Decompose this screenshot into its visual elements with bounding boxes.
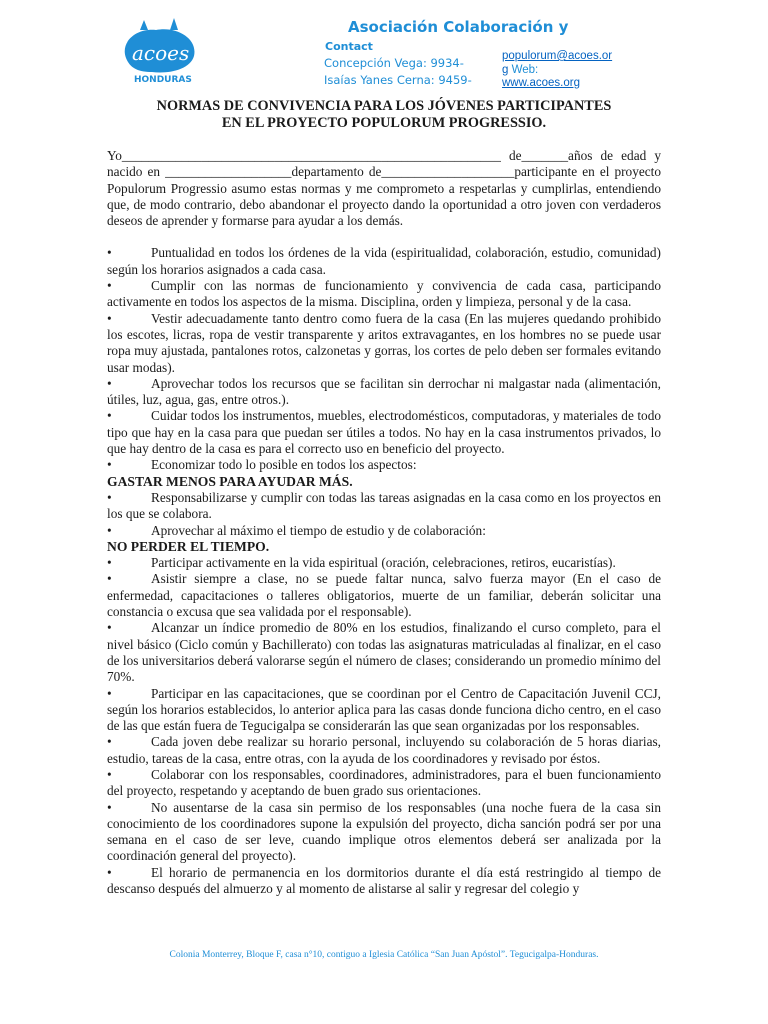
bullet-marker: • [107,799,112,815]
bullet-marker: • [107,685,112,701]
website-link[interactable]: www.acoes.org [502,77,580,89]
organization-name: Asociación Colaboración y [348,18,569,36]
rules-list-2 [107,490,661,539]
bullet-marker: • [107,278,112,294]
rule-text: Cuidar todos los instrumentos, muebles, electrodomésticos, computadoras, y materiales de todo tipo que hay en la casa para que puedan ser útiles a todos. No hay en la casa instrumentos privados, lo que hay dentro de la casa es para el correcto uso en beneficio del proyecto. [107,408,661,457]
rule-item [107,408,661,457]
rule-item [107,686,661,735]
bullet-marker: • [107,310,112,326]
svg-text:HONDURAS: HONDURAS [134,75,192,85]
contact-links [502,50,618,91]
bullet-marker: • [107,489,112,505]
bullet-marker: • [107,620,112,636]
rule-text: El horario de permanencia en los dormitorios durante el día está restringido al tiempo de descanso después del almuerzo y al momento de alistarse al salir y regresar del colegio y [107,864,661,897]
rule-text: Aprovechar todos los recursos que se facilitan sin derrochar ni malgastar nada (alimentación, útiles, luz, agua, gas, entre otros.). [107,375,661,408]
rule-item [107,376,661,409]
rule-item [107,490,661,523]
bullet-marker: • [107,734,112,750]
rule-item [107,278,661,311]
rule-item [107,523,661,539]
email-link[interactable]: populorum@acoes.org [502,50,613,76]
footer-address: Colonia Monterrey, Bloque F, casa n°10, contiguo a Iglesia Católica “San Juan Apóstol”. Tegucigalpa-Honduras. [169,950,599,960]
contact-line-2: Isaías Yanes Cerna: 9459- [324,73,472,87]
contact-line-1: Concepción Vega: 9934- [324,56,464,70]
bullet-marker: • [107,864,112,880]
bullet-marker: • [107,522,112,538]
document-title [107,98,661,132]
rule-item [107,245,661,278]
bullet-marker: • [107,555,112,571]
bullet-marker: • [107,571,112,587]
title-line-1: NORMAS DE CONVIVENCIA PARA LOS JÓVENES PARTICIPANTES [156,98,612,114]
rule-item [107,311,661,376]
rule-text: Participar activamente en la vida espiritual (oración, celebraciones, retiros, eucaristías). [151,555,616,571]
bullet-marker: • [107,408,112,424]
bullet-marker: • [107,375,112,391]
rule-text: Cumplir con las normas de funcionamiento y convivencia de cada casa, participando activamente en todos los aspectos de la misma. Disciplina, orden y limpieza, personal y de la casa. [107,278,661,310]
rule-text: No ausentarse de la casa sin permiso de los responsables (una noche fuera de la casa sin conocimiento de los coordinadores supone la expulsión del proyecto, dicha sanción podrá ser por una semana en el caso de ser leve, cuando implique otros elementos deberá ser analizada por la coordinación general del proyecto). [107,799,661,864]
rule-text: Responsabilizarse y cumplir con todas las tareas asignadas en la casa como en los proyectos en los que se colabora. [107,489,661,522]
bullet-marker: • [107,766,112,782]
rule-text: Cada joven debe realizar su horario personal, incluyendo su colaboración de 5 horas diarias, estudio, tareas de la casa, entre otras, con la ayuda de los coordinadores y revisado por éstos. [107,734,661,766]
rule-text: Asistir siempre a clase, no se puede faltar nunca, salvo fuerza mayor (En el caso de enfermedad, capacitaciones o talleres obligatorios, muerte de un familiar, deberán solicitar una constancia o excusa que sea validada por el responsable). [107,571,661,620]
intro-paragraph: Yo_________________________________________________________ de_______años de edad y nacido en ___________________departamento de____________________participante en el proyecto Populorum Progressio asumo estas normas y me comprometo a respetarlas y cumplirlas, entendiendo que, de modo contrario, debo abandonar el proyecto dando la oportunidad a otro joven con verdaderos deseos de aprender y formarse para ayudar a los demás. [107,148,661,229]
rule-item [107,767,661,800]
acoes-logo [118,16,200,86]
rule-text: Colaborar con los responsables, coordinadores, administradores, para el buen funcionamiento del proyecto, respetando y aceptando de buen grado sus orientaciones. [107,766,661,799]
rules-list-3 [107,555,661,897]
rule-item [107,800,661,865]
bullet-marker: • [107,245,112,261]
rule-item [107,865,661,898]
web-label: Web: [511,63,539,76]
rule-text: Economizar todo lo posible en todos los aspectos: [151,457,417,473]
rule-text: Aprovechar al máximo el tiempo de estudio y de colaboración: [151,522,486,538]
rule-text: Vestir adecuadamente tanto dentro como fuera de la casa (En las mujeres quedando prohibido los escotes, licras, ropa de vestir transparente y aritos extravagantes, en los hombres no se puede usar ropa muy ajustada, pantalones rotos, calzonetas y gorras, los cortes de pelo deben ser formales evitando usar modas). [107,310,661,375]
rules-list-1 [107,245,661,473]
rule-item [107,620,661,685]
contact-heading: Contact [325,40,373,53]
rule-text: Participar en las capacitaciones, que se coordinan por el Centro de Capacitación Juvenil CCJ, según los horarios establecidos, lo anterior aplica para las casas donde funciona dicho centro, en el caso de las que están fuera de Tegucigalpa se considerarán las que sean organizadas por los responsables. [107,685,661,734]
document-body [107,148,661,897]
emphasis-line-1: GASTAR MENOS PARA AYUDAR MÁS. [107,473,353,489]
emphasis-line-2: NO PERDER EL TIEMPO. [107,538,270,554]
rule-item [107,555,661,571]
rule-text: Puntualidad en todos los órdenes de la vida (espiritualidad, colaboración, estudio, comunidad) según los horarios asignados a cada casa. [107,245,661,277]
rule-item [107,571,661,620]
title-line-2: EN EL PROYECTO POPULORUM PROGRESSIO. [221,115,547,131]
svg-text:acoes: acoes [132,41,190,65]
bullet-marker: • [107,457,112,473]
rule-item [107,734,661,767]
rule-text: Alcanzar un índice promedio de 80% en los estudios, finalizando el curso completo, para el nivel básico (Ciclo común y Bachillerato) con todas las asignaturas matriculadas al finalizar, en el caso de los universitarios deberá valorarse según el número de clases; considerando un promedio mínimo del 70%. [107,620,661,685]
rule-item [107,457,661,473]
